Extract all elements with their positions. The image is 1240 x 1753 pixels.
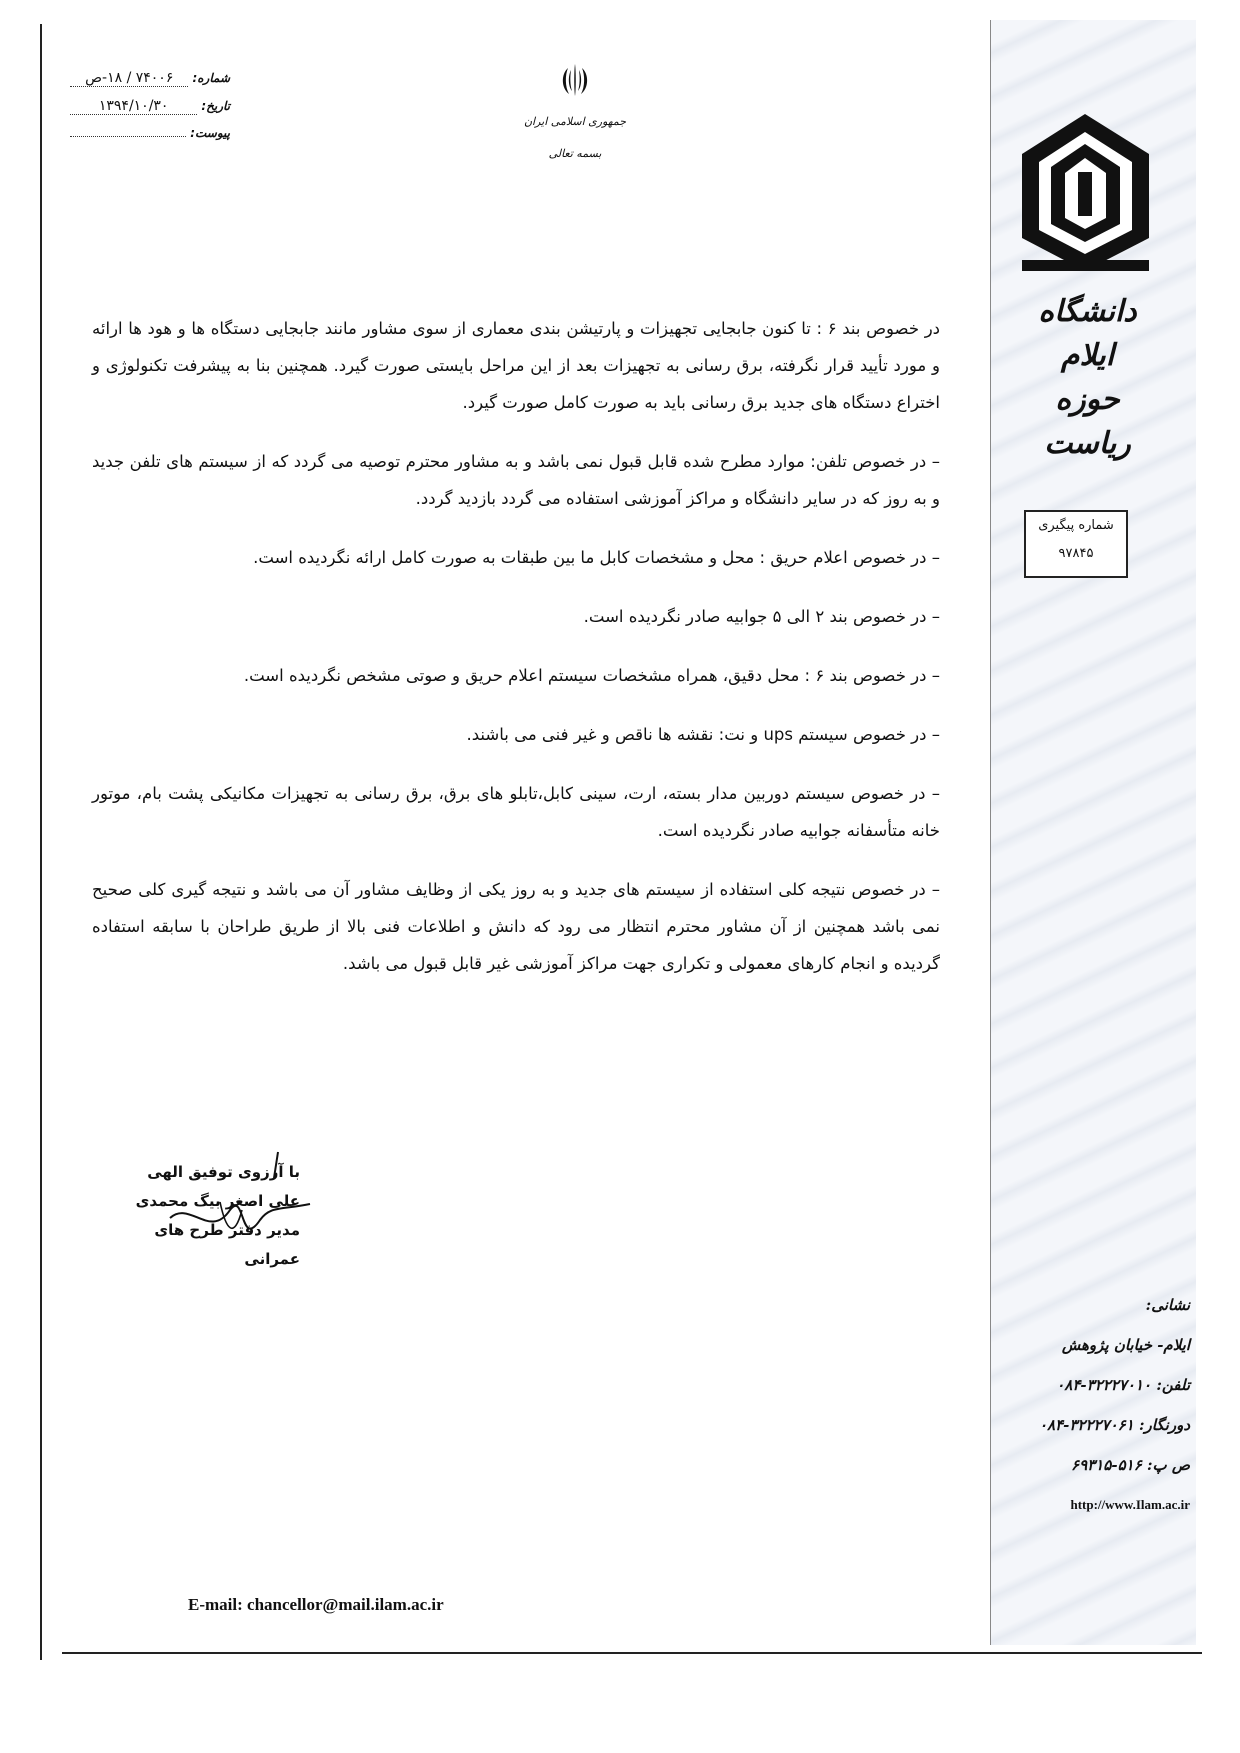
body-paragraph: – در خصوص سیستم دوربین مدار بسته، ارت، سینی کابل،تابلو های برق، برق رسانی به تجهیزات مکانیکی پشت بام، موتور خانه متأسفانه جوابیه صادر نگردیده است. [92,784,940,840]
body-paragraph: – در خصوص بند ۲ الی ۵ جوابیه صادر نگردیده است. [583,607,940,626]
reference-date-label: تاریخ: [201,99,230,113]
handwritten-signature-icon [150,1140,330,1260]
reference-number-row [70,70,230,98]
university-logo-icon [1018,110,1153,275]
tracking-label: شماره پیگیری [1038,518,1114,533]
body-paragraph: – در خصوص نتیجه کلی استفاده از سیستم های جدید و به روز یکی از وظایف مشاور آن می باشد و نتیجه گیری کلی صحیح نمی باشد همچنین از آن مشاور محترم انتظار می رود که دانش و اطلاعات فنی بالا از طریق طراحان با سابقه استفاده گردیده و انجام کارهای معمولی و تکراری جهت مراکز آموزشی غیر قابل قبول می باشد. [92,880,940,973]
address-pobox: ص پ: ۵۱۶-۶۹۳۱۵ [1071,1456,1190,1474]
body-paragraph: – در خصوص بند ۶ : محل دقیق، همراه مشخصات سیستم اعلام حریق و صوتی مشخص نگردیده است. [243,666,940,685]
reference-number-value: ۷۴۰۰۶ / ۱۸-ص [70,70,188,87]
tracking-number: ۹۷۸۴۵ [1058,546,1094,561]
country-name: جمهوری اسلامی ایران [523,115,627,128]
address-fax: دورنگار: ۳۲۲۲۷۰۶۱-۰۸۴ [1038,1416,1190,1434]
signatory-name: علی اصغر بیگ محمدی [135,1192,300,1210]
body-paragraph: – در خصوص سیستم ups و نت: نقشه ها ناقص و غیر فنی می باشند. [466,725,940,744]
reference-attachment-value [70,136,186,137]
address-phone: تلفن: ۳۲۲۲۷۰۱۰-۰۸۴ [1056,1376,1190,1394]
iran-emblem-icon [555,60,595,100]
invocation-text: بسمه تعالی [548,147,602,160]
university-name-line1: دانشگاه ایلام [1038,294,1137,373]
reference-number-label: شماره: [192,71,230,85]
university-name [1010,290,1165,466]
university-name-line2: حوزه ریاست [1044,382,1131,461]
body-paragraph: در خصوص بند ۶ : تا کنون جابجایی تجهیزات و پارتیشن بندی معماری از سوی مشاور مانند جابجایی دستگاه ها و هود ها ارائه و مورد تأیید قرار نگرفته، برق رسانی به تجهیزات بعد از این مراحل بایستی صورت گیرد. همچنین بنا به پیشرفت تکنولوژی و اختراع دستگاه های جدید برق رسانی باید به صورت کامل صورت گیرد. [92,319,941,412]
reference-attachment-label: پیوست: [190,126,230,140]
reference-date-row [70,98,230,126]
footer-email[interactable]: E-mail: chancellor@mail.ilam.ac.ir [188,1595,444,1614]
website-link[interactable]: http://www.Ilam.ac.ir [1070,1497,1190,1512]
body-paragraph: – در خصوص اعلام حریق : محل و مشخصات کابل ما بین طبقات به صورت کامل ارائه نگردیده است. [253,548,940,567]
letter-body [92,310,940,1004]
reference-block [70,70,230,154]
address-label: نشانی: [1145,1296,1190,1314]
page-border-left [40,24,42,1660]
reference-date-value: ۱۳۹۴/۱۰/۳۰ [70,98,197,115]
signature-closing: با آرزوی توفیق الهی [147,1163,300,1181]
address-block [1030,1285,1190,1525]
letter-header [505,106,645,170]
tracking-number-box [1024,510,1128,578]
body-paragraph: – در خصوص تلفن: موارد مطرح شده قابل قبول نمی باشد و به مشاور محترم توصیه می گردد که از سیستم های تلفن جدید و به روز که در سایر دانشگاه و مراکز آموزشی استفاده می گردد بازدید گردد. [92,452,940,508]
address-city: ایلام- خیابان پژوهش [1061,1336,1190,1354]
signatory-title: مدیر دفتر طرح های عمرانی [154,1221,300,1268]
page-border-bottom [62,1652,1202,1654]
reference-attachment-row [70,126,230,154]
